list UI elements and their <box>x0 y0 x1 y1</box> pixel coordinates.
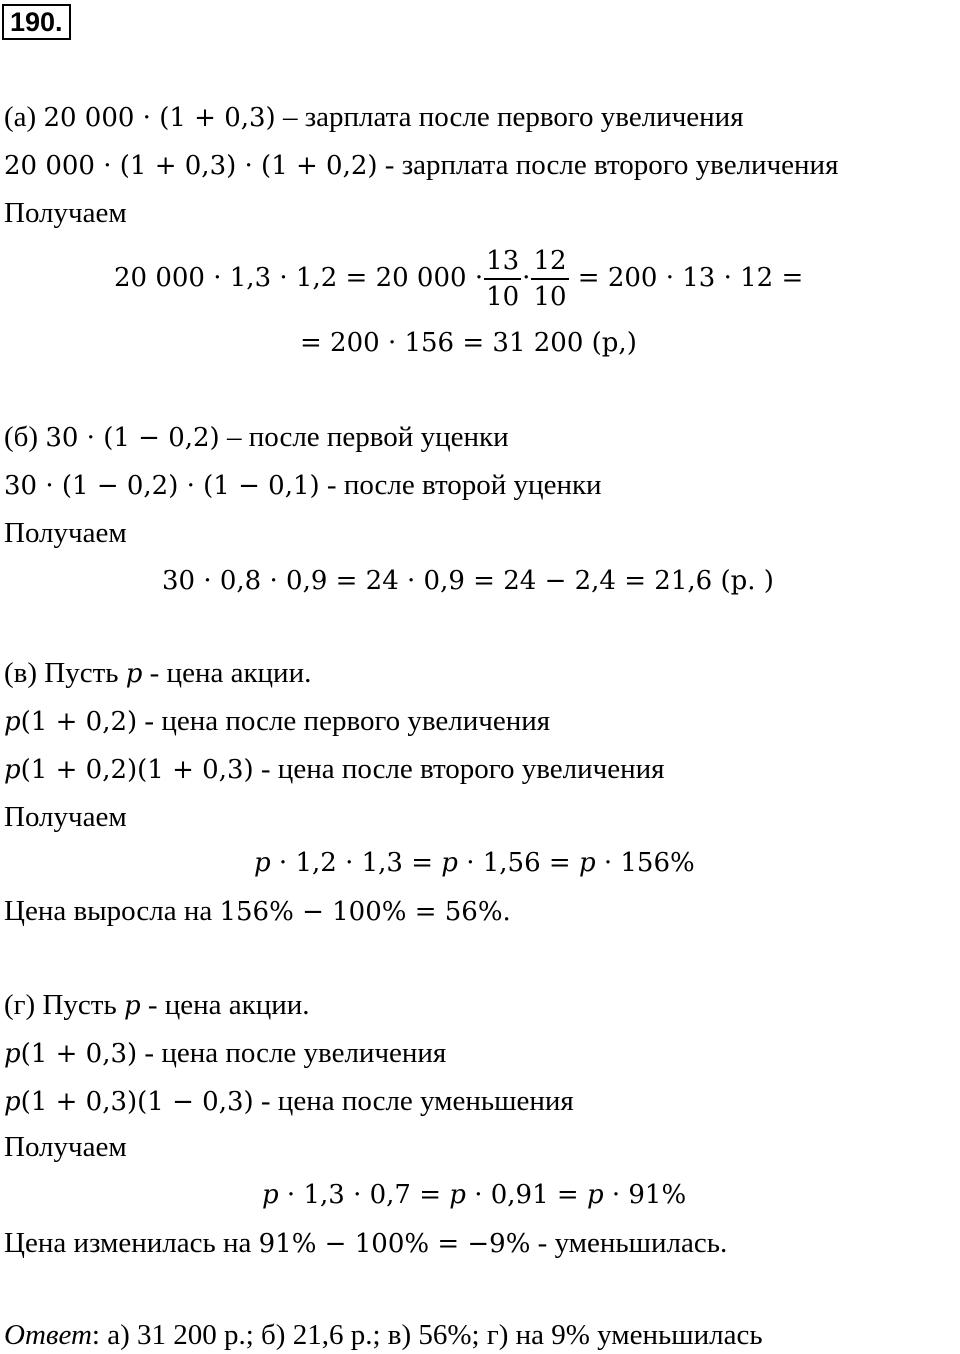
part-d-calc-b: · 0,91 = <box>474 1180 579 1210</box>
part-c-line-3 <box>4 752 664 787</box>
fraction-2-denominator: 10 <box>533 282 567 312</box>
part-d-expr-3: (1 + 0,3)(1 − 0,3) <box>20 1087 254 1117</box>
part-a-expr-2: 20 000 · (1 + 0,3) · (1 + 0,2) <box>4 151 378 181</box>
part-d-calc-var-1: p <box>262 1180 279 1210</box>
part-b-text-2: - после второй уценки <box>326 469 602 501</box>
part-d-label: (г) Пусть <box>4 989 117 1021</box>
part-b-line-2 <box>4 468 602 503</box>
part-a-text-2: - зарплата после второго увеличения <box>384 149 839 181</box>
part-d-conclusion-tail: - уменьшилась. <box>537 1227 728 1259</box>
part-c-calc-var-2: p <box>441 848 458 878</box>
part-b-result-word: Получаем <box>4 517 127 549</box>
answer-label: Ответ <box>4 1319 92 1351</box>
part-a-calc-1-right: = 200 · 13 · 12 = <box>577 263 804 293</box>
part-d-line-1 <box>4 988 310 1023</box>
fraction-2-numerator: 12 <box>531 244 568 280</box>
fraction-1-numerator: 13 <box>484 244 521 280</box>
part-b-expr-1: 30 · (1 − 0,2) <box>45 423 220 453</box>
part-d-line-3 <box>4 1084 574 1119</box>
part-d-calc-c: · 91% <box>611 1180 687 1210</box>
problem-number: 190. <box>2 4 71 40</box>
part-c-calc <box>254 846 695 880</box>
part-a-calc-2: = 200 · 156 = 31 200 (р,) <box>300 328 637 358</box>
part-b-calc: 30 · 0,8 · 0,9 = 24 · 0,9 = 24 − 2,4 = 21,6 (р. ) <box>162 566 774 596</box>
part-d-text-2: - цена после увеличения <box>144 1037 447 1069</box>
part-d-calc <box>262 1178 686 1212</box>
part-c-expr-2: (1 + 0,2) <box>20 707 138 737</box>
fraction-13-10 <box>484 244 521 314</box>
part-a-expr-1: 20 000 · (1 + 0,3) <box>43 103 276 133</box>
part-c-var-3: p <box>4 755 21 785</box>
part-d-calc-var-3: p <box>586 1180 604 1210</box>
part-d-text-3: - цена после уменьшения <box>260 1085 574 1117</box>
part-a-calc-1-left: 20 000 · 1,3 · 1,2 = 20 000 · <box>114 263 484 293</box>
part-c-line-2 <box>4 704 550 739</box>
part-d-var-3: p <box>4 1087 21 1117</box>
part-d-text-1: - цена акции. <box>147 989 310 1021</box>
part-c-result-word: Получаем <box>4 801 127 833</box>
part-c-text-3: - цена после второго увеличения <box>260 753 665 785</box>
part-c-text-1: - цена акции. <box>149 657 312 689</box>
part-c-label: (в) Пусть <box>4 657 119 689</box>
part-c-calc-var-1: p <box>254 848 271 878</box>
part-a-line-1 <box>4 100 744 135</box>
part-c-conclusion <box>4 894 511 929</box>
multiply-dot: · <box>522 263 531 293</box>
answer-text: : а) 31 200 р.; б) 21,6 р.; в) 56%; г) на 9% уменьшилась <box>91 1319 763 1351</box>
part-a-text-1: – зарплата после первого увеличения <box>282 101 744 133</box>
part-b-line-1 <box>4 420 509 455</box>
part-c-calc-b: · 1,56 = <box>466 848 571 878</box>
fraction-12-10 <box>531 244 568 314</box>
part-a-label: (а) <box>4 101 37 133</box>
part-c-text-2: - цена после первого увеличения <box>144 705 551 737</box>
answer-line <box>4 1318 763 1352</box>
part-c-calc-var-3: p <box>578 848 596 878</box>
part-a-calc-1 <box>114 244 803 314</box>
part-c-expr-3: (1 + 0,2)(1 + 0,3) <box>20 755 254 785</box>
part-b-text-1: – после первой уценки <box>226 421 509 453</box>
part-a-line-2 <box>4 148 838 183</box>
part-b-expr-2: 30 · (1 − 0,2) · (1 − 0,1) <box>4 471 320 501</box>
part-d-var: p <box>123 991 141 1021</box>
part-d-var-2: p <box>4 1039 21 1069</box>
part-d-conclusion-text: Цена изменилась на <box>4 1227 252 1259</box>
part-d-expr-2: (1 + 0,3) <box>20 1039 138 1069</box>
part-d-result-word: Получаем <box>4 1131 127 1163</box>
part-c-conclusion-text: Цена выросла на <box>4 895 213 927</box>
part-c-var: p <box>125 659 143 689</box>
part-d-calc-var-2: p <box>449 1180 466 1210</box>
part-c-calc-a: · 1,2 · 1,3 = <box>278 848 433 878</box>
part-a-result-word: Получаем <box>4 197 127 229</box>
part-d-line-2 <box>4 1036 446 1071</box>
fraction-1-denominator: 10 <box>486 282 520 312</box>
part-d-calc-a: · 1,3 · 0,7 = <box>286 1180 441 1210</box>
part-c-calc-c: · 156% <box>603 848 695 878</box>
part-c-conclusion-expr: 156% − 100% = 56%. <box>219 897 511 927</box>
part-d-conclusion-expr: 91% − 100% = −9% <box>258 1229 531 1259</box>
part-b-label: (б) <box>4 421 39 453</box>
part-c-var-2: p <box>4 707 21 737</box>
part-c-line-1 <box>4 656 311 691</box>
part-d-conclusion <box>4 1226 727 1261</box>
